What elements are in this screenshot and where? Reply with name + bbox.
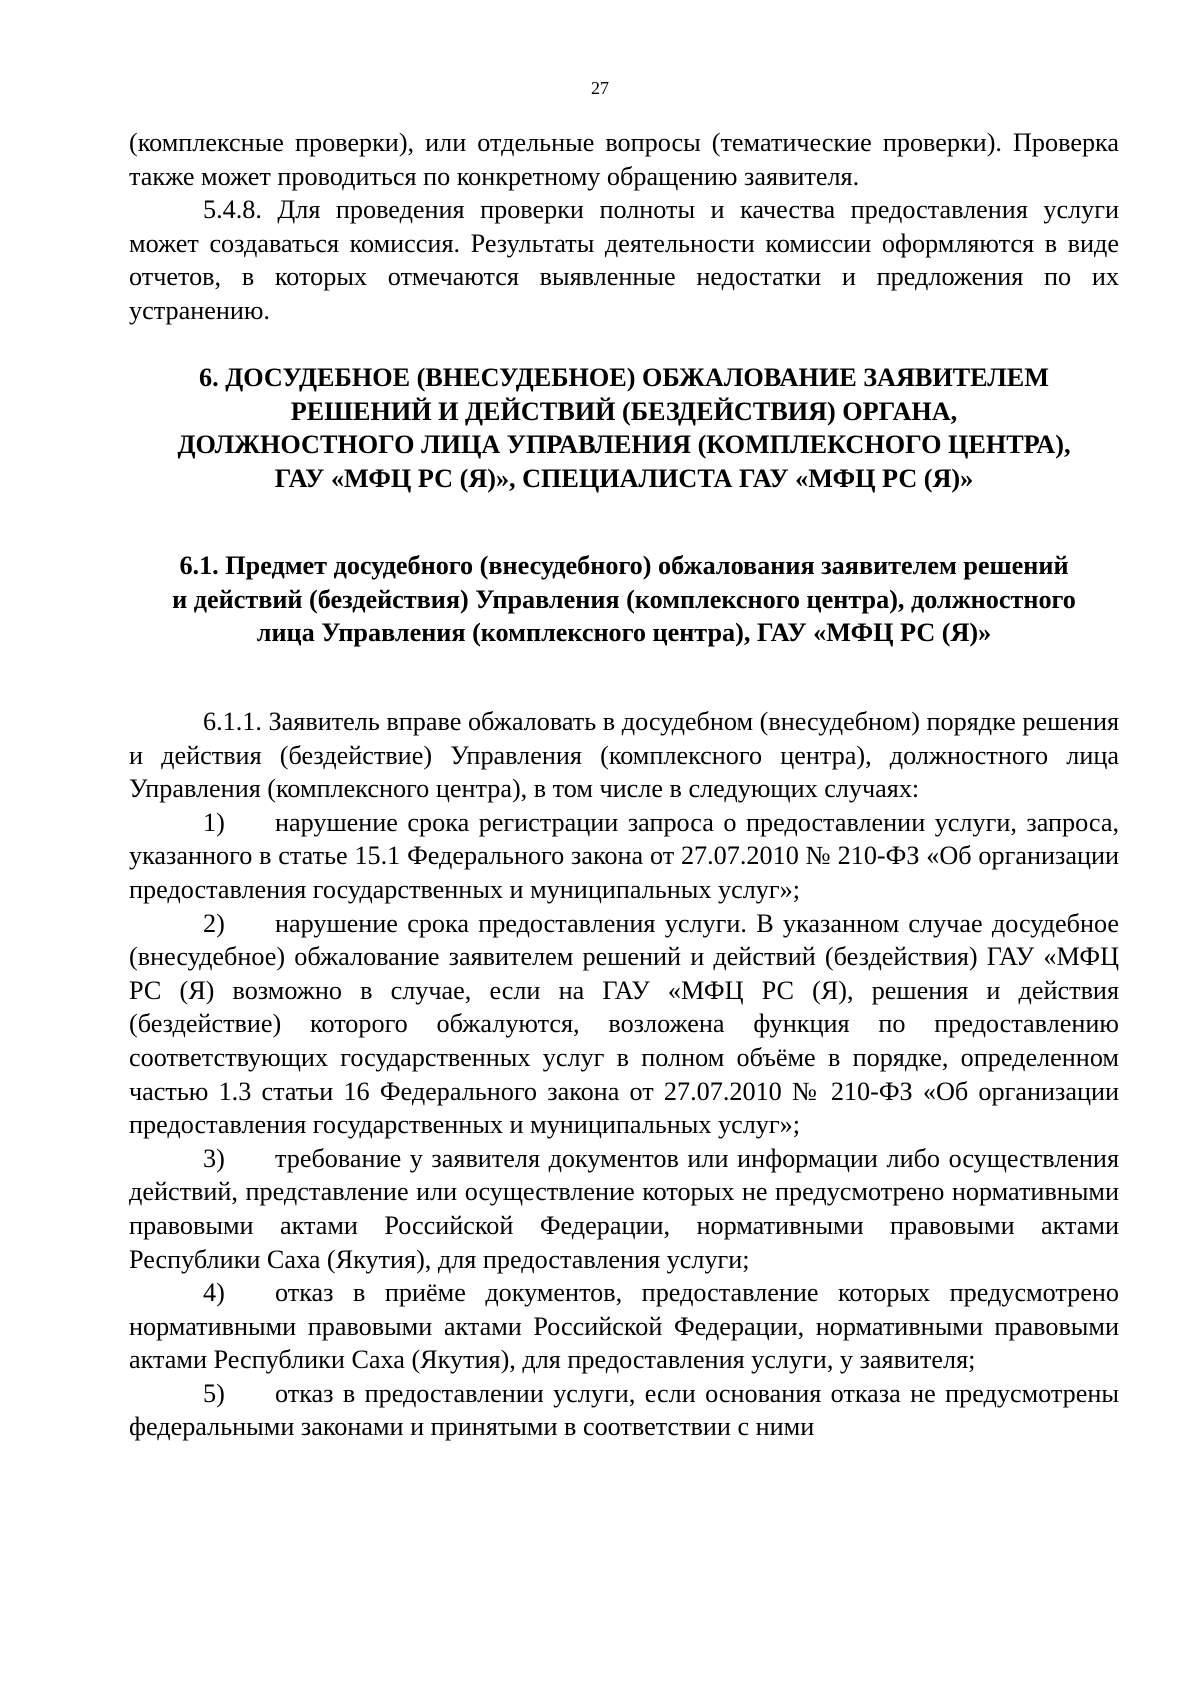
section-6-heading-line-1: 6. ДОСУДЕБНОЕ (ВНЕСУДЕБНОЕ) ОБЖАЛОВАНИЕ ЗАЯВИТЕЛЕМ: [199, 363, 1049, 392]
subsection-6-1-heading: [129, 549, 1119, 650]
continuation-paragraph: (комплексные проверки), или отдельные вопросы (тематические проверки). Проверка также может проводиться по конкретному обращению заявителя.: [129, 128, 1119, 191]
paragraph-5-4-8: 5.4.8. Для проведения проверки полноты и качества предоставления услуги может создаваться комиссия. Результаты деятельности комиссии оформляются в виде отчетов, в которых отмечаются выявленные недостатки и предложения по их устранению.: [129, 195, 1119, 325]
subsection-6-1-heading-line-2: и действий (бездействия) Управления (комплексного центра), должностного: [172, 584, 1076, 614]
list-item-text: нарушение срока предоставления услуги. В указанном случае досудебное (внесудебное) обжалование заявителем решений и действий (бездействия) ГАУ «МФЦ РС (Я) возможно в случае, если на ГАУ «МФЦ РС (Я), решения и действия (бездействие) которого обжалуются, возложена функция по предоставлению соответствующих государственных услуг в полном объёме в порядке, определенном частью 1.3 статьи 16 Федерального закона от 27.07.2010 № 210-ФЗ «Об организации предоставления государственных и муниципальных услуг»;: [129, 908, 1119, 1140]
list-item-number: 3): [203, 1143, 225, 1173]
list-item-number: 4): [203, 1278, 225, 1308]
section-6-heading-line-4: ГАУ «МФЦ РС (Я)», СПЕЦИАЛИСТА ГАУ «МФЦ РС (Я)»: [274, 463, 974, 493]
list-item: [129, 1276, 1119, 1377]
list-item: [129, 1142, 1119, 1276]
subsection-6-1-heading-line-3: лица Управления (комплексного центра), ГАУ «МФЦ РС (Я)»: [256, 618, 992, 648]
subsection-6-1-heading-line-1: 6.1. Предмет досудебного (внесудебного) обжалования заявителем решений: [179, 551, 1069, 580]
list-item: [129, 1377, 1119, 1444]
list-item-number: 2): [203, 908, 225, 938]
section-6-heading: [129, 361, 1119, 495]
list-item-text: отказ в предоставлении услуги, если основания отказа не предусмотрены федеральными законами и принятыми в соответствии с ними: [129, 1378, 1119, 1442]
list-item-number: 5): [203, 1378, 225, 1408]
main-text-block: [129, 705, 1119, 1444]
intro-block: [129, 126, 1119, 328]
list-item: [129, 806, 1119, 907]
section-6-heading-line-2: РЕШЕНИЙ И ДЕЙСТВИЙ (БЕЗДЕЙСТВИЯ) ОРГАНА,: [290, 396, 958, 426]
list-item: [129, 907, 1119, 1142]
list-item-number: 1): [203, 807, 225, 837]
section-6-heading-line-3: ДОЛЖНОСТНОГО ЛИЦА УПРАВЛЕНИЯ (КОМПЛЕКСНОГО ЦЕНТРА),: [177, 430, 1071, 460]
page-number: 27: [591, 78, 609, 98]
list-item-text: нарушение срока регистрации запроса о предоставлении услуги, запроса, указанного в статье 15.1 Федерального закона от 27.07.2010 № 210-ФЗ «Об организации предоставления государственных и муниципальных услуг»;: [129, 807, 1119, 904]
list-item-text: требование у заявителя документов или информации либо осуществления действий, представление или осуществление которых не предусмотрено нормативными правовыми актами Российской Федерации, нормативными правовыми актами Республики Саха (Якутия), для предоставления услуги;: [129, 1143, 1119, 1274]
paragraph-6-1-1: 6.1.1. Заявитель вправе обжаловать в досудебном (внесудебном) порядке решения и действия (бездействие) Управления (комплексного центра), должностного лица Управления (комплексного центра), в том числе в следующих случаях:: [129, 707, 1119, 804]
list-item-text: отказ в приёме документов, предоставление которых предусмотрено нормативными правовыми актами Российской Федерации, нормативными правовыми актами Республики Саха (Якутия), для предоставления услуги, у заявителя;: [129, 1278, 1119, 1375]
